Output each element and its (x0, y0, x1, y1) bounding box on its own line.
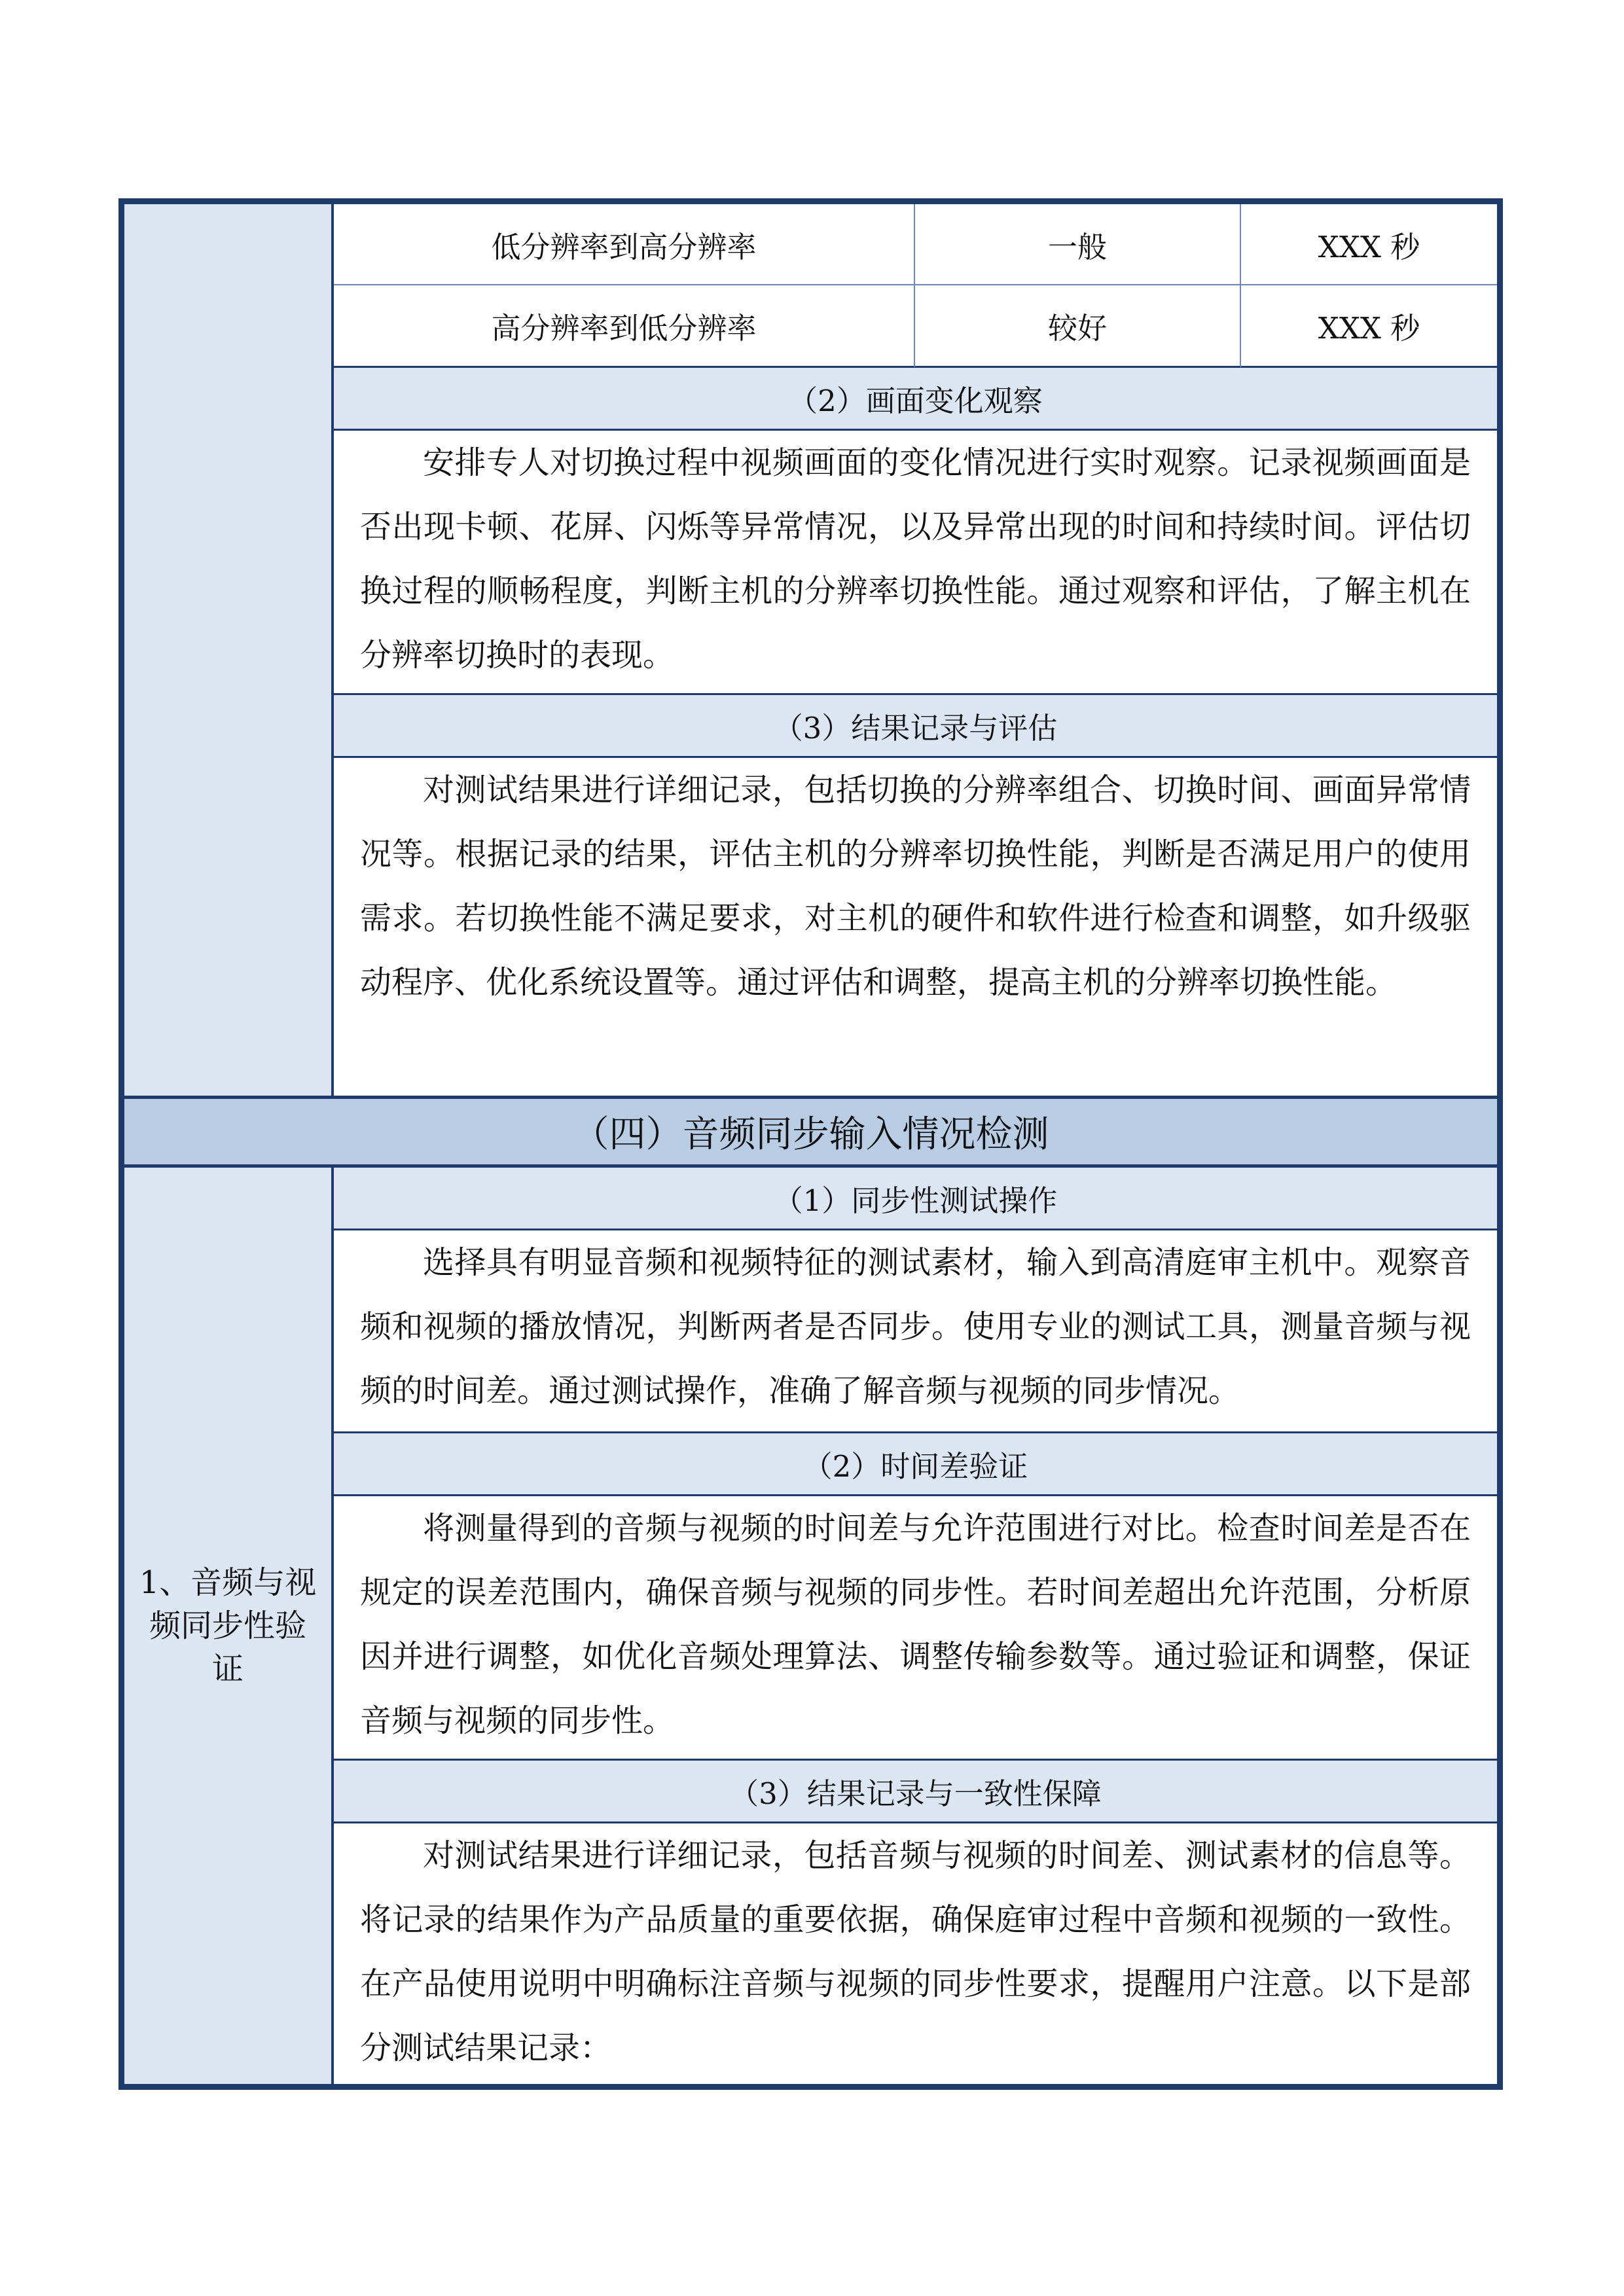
subheading-time-diff: （2）时间差验证 (334, 1433, 1497, 1496)
table-cell-combo: 高分辨率到低分辨率 (334, 285, 915, 368)
document-table (118, 198, 1503, 2090)
paragraph-sync-test: 选择具有明显音频和视频特征的测试素材，输入到高清庭审主机中。观察音频和视频的播放情况，判断两者是否同步。使用专业的测试工具，测量音频与视频的时间差。通过测试操作，准确了解音频与视频的同步情况。 (334, 1230, 1497, 1433)
side-column-upper (124, 204, 334, 1096)
subheading-sync-test: （1）同步性测试操作 (334, 1168, 1497, 1230)
row-label-av-sync: 1、音频与视频同步性验证 (124, 1168, 334, 2084)
table-cell-rating: 一般 (915, 204, 1241, 285)
table-cell-time: XXX 秒 (1241, 285, 1497, 368)
table-cell-time: XXX 秒 (1241, 204, 1497, 285)
subheading-result-evaluation: （3）结果记录与评估 (334, 695, 1497, 758)
section-title: （四）音频同步输入情况检测 (124, 1096, 1497, 1168)
subheading-picture-observation: （2）画面变化观察 (334, 368, 1497, 431)
subheading-consistency: （3）结果记录与一致性保障 (334, 1761, 1497, 1823)
table-cell-rating: 较好 (915, 285, 1241, 368)
paragraph-result-evaluation: 对测试结果进行详细记录，包括切换的分辨率组合、切换时间、画面异常情况等。根据记录的结果，评估主机的分辨率切换性能，判断是否满足用户的使用需求。若切换性能不满足要求，对主机的硬件和软件进行检查和调整，如升级驱动程序、优化系统设置等。通过评估和调整，提高主机的分辨率切换性能。 (360, 772, 1471, 1001)
paragraph-consistency: 对测试结果进行详细记录，包括音频与视频的时间差、测试素材的信息等。将记录的结果作为产品质量的重要依据，确保庭审过程中音频和视频的一致性。在产品使用说明中明确标注音频与视频的同步性要求，提醒用户注意。以下是部分测试结果记录： (360, 1837, 1471, 2066)
paragraph-picture-observation: 安排专人对切换过程中视频画面的变化情况进行实时观察。记录视频画面是否出现卡顿、花屏、闪烁等异常情况，以及异常出现的时间和持续时间。评估切换过程的顺畅程度，判断主机的分辨率切换性能。通过观察和评估，了解主机在分辨率切换时的表现。 (334, 431, 1497, 695)
paragraph-time-diff: 将测量得到的音频与视频的时间差与允许范围进行对比。检查时间差是否在规定的误差范围内，确保音频与视频的同步性。若时间差超出允许范围，分析原因并进行调整，如优化音频处理算法、调整传输参数等。通过验证和调整，保证音频与视频的同步性。 (334, 1496, 1497, 1761)
table-cell-combo: 低分辨率到高分辨率 (334, 204, 915, 285)
